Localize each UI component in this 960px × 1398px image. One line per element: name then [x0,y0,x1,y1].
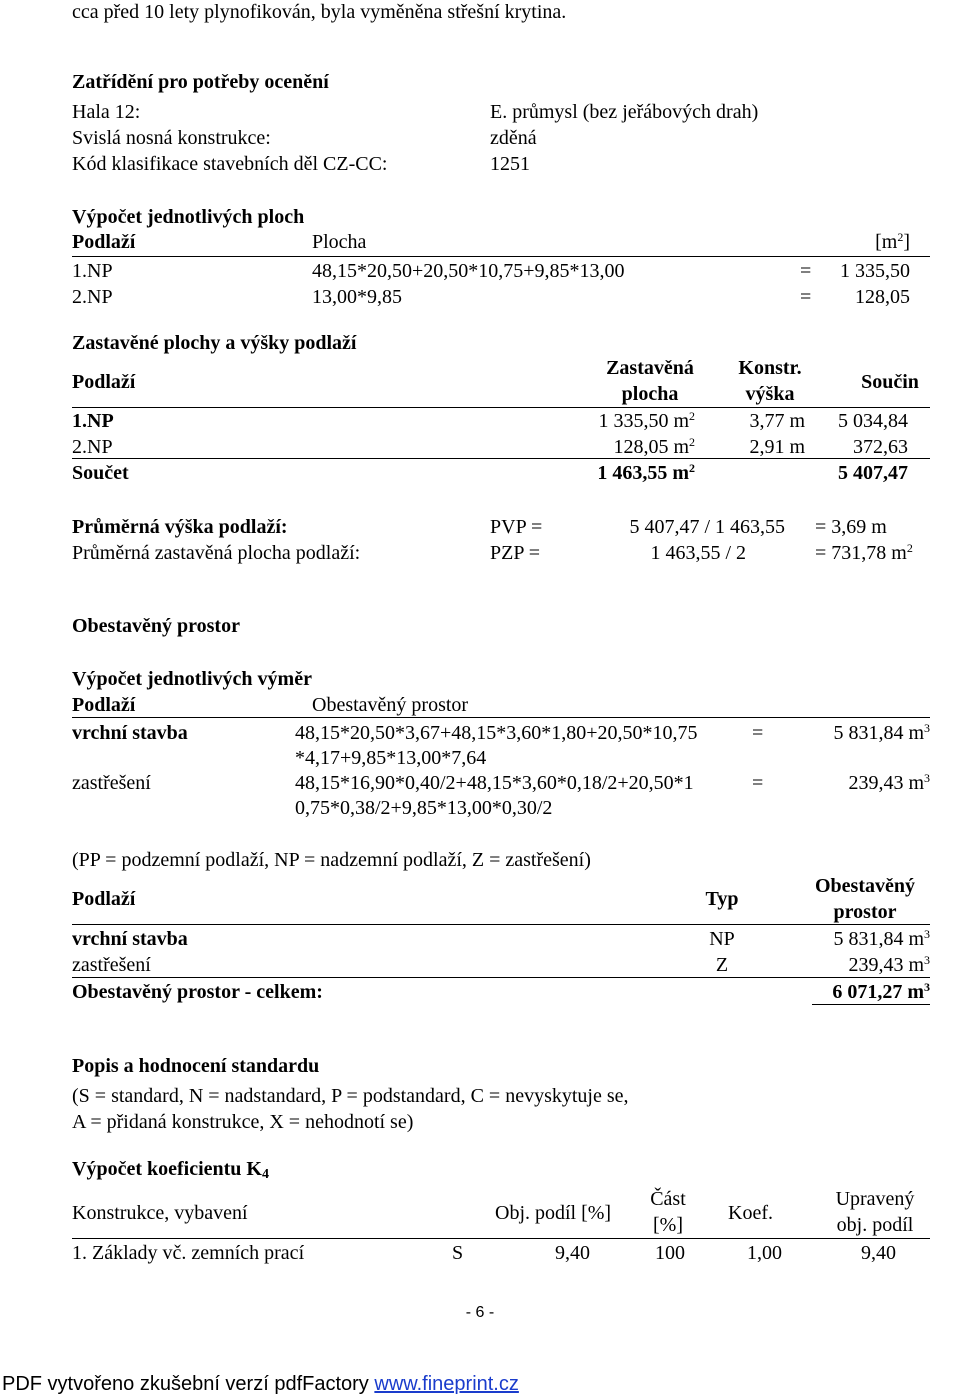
k4-col-construction: Konstrukce, vybavení [72,1202,248,1224]
k4-col-part: [%] [653,1214,683,1236]
built-total-product: 5 407,47 [838,462,908,484]
summary-type: NP [709,928,735,950]
areas-formula: 13,00*9,85 [312,286,402,308]
areas-divider [72,256,930,257]
k4-row-coef: 1,00 [747,1242,782,1264]
k4-heading: Výpočet koeficientu K4 [72,1158,269,1182]
areas-unit: $[m^2]$ [875,230,910,253]
k4-divider [72,1238,930,1239]
pzp-abbr: PZP = [490,542,540,564]
areas-formula: 48,15*20,50+20,50*10,75+9,85*13,00 [312,260,625,282]
areas-floor: 1.NP [72,260,113,282]
summary-floor: zastřešení [72,954,151,976]
built-floor: 2.NP [72,436,113,458]
built-col-height: Konstr. [738,357,802,379]
k4-col-coef: Koef. [728,1202,773,1224]
volume-heading: Obestavěný prostor [72,615,240,637]
pvp-abbr: PVP = [490,516,543,538]
built-area: 1 335,50 $m^2$ [598,409,695,432]
volume-formula: *4,17+9,85*13,00*7,64 [295,747,487,769]
k4-col-share: Obj. podíl [%] [495,1202,612,1224]
volume-value: 239,43 $m^3$ [848,771,930,794]
summary-value: 5 831,84 $m^3$ [833,927,930,950]
summary-col-volume: prostor [833,901,897,923]
built-total-divider [72,458,930,459]
summary-floor: vrchní stavba [72,928,188,950]
areas-eq: = [800,260,812,282]
pzp-result: = 731,78 $m^2$ [815,541,913,564]
pzp-calc: 1 463,55 / 2 [650,542,746,564]
areas-heading: Výpočet jednotlivých ploch [72,206,305,228]
standard-text: (S = standard, N = nadstandard, P = podstandard, C = nevyskytuje se, [72,1085,629,1107]
volume-divider [72,717,930,718]
built-col-floor: Podlaží [72,371,136,393]
volume-subheading: Výpočet jednotlivých výměr [72,668,312,690]
standard-text: A = přidaná konstrukce, X = nehodnotí se) [72,1111,414,1133]
volume-eq: = [752,722,764,744]
summary-type: Z [715,954,729,976]
footer [2,1372,519,1396]
classification-label: Kód klasifikace stavebních děl CZ-CC: [72,153,388,175]
volume-col-floor: Podlaží [72,694,136,716]
pvp-label: Průměrná výška podlaží: [72,516,288,538]
summary-divider [72,924,930,925]
built-divider [72,407,930,408]
areas-floor: 2.NP [72,286,113,308]
summary-col-type: Typ [705,888,739,910]
summary-total-label: Obestavěný prostor - celkem: [72,981,323,1003]
standard-heading: Popis a hodnocení standardu [72,1055,320,1077]
summary-col-volume: Obestavěný [815,875,915,897]
pvp-calc: 5 407,47 / 1 463,55 [629,516,785,538]
classification-label: Hala 12: [72,101,141,123]
footer-text: PDF vytvořeno zkušební verzí pdfFactory [2,1373,375,1395]
classification-value: 1251 [490,153,530,175]
built-col-area: plocha [621,383,679,405]
k4-col-adjusted: Upravený [835,1188,915,1210]
k4-row-name: 1. Základy vč. zemních prací [72,1242,305,1264]
volume-formula: 0,75*0,38/2+9,85*13,00*0,30/2 [295,797,553,819]
areas-value: 128,05 [855,286,910,308]
footer-link[interactable]: www.fineprint.cz [374,1373,519,1395]
page-number: - 6 - [465,1304,495,1321]
volume-value: 5 831,84 $m^3$ [833,721,930,744]
built-area: 128,05 $m^2$ [613,435,695,458]
built-floor: 1.NP [72,410,114,432]
areas-col-area: Plocha [312,231,367,253]
k4-row-adjusted: 9,40 [861,1242,896,1264]
built-height: 3,77 m [749,410,805,432]
pvp-result: = 3,69 m [815,516,887,538]
k4-row-share: 9,40 [555,1242,590,1264]
summary-value: 239,43 $m^3$ [848,953,930,976]
volume-formula: 48,15*16,90*0,40/2+48,15*3,60*0,18/2+20,50*1 [295,772,694,794]
built-height: 2,91 m [749,436,805,458]
k4-row-code: S [452,1242,464,1264]
volume-eq: = [752,772,764,794]
summary-note: (PP = podzemní podlaží, NP = nadzemní podlaží, Z = zastřešení) [72,849,591,871]
built-col-height: výška [745,383,795,405]
summary-col-floor: Podlaží [72,888,136,910]
volume-floor: zastřešení [72,772,151,794]
built-product: 372,63 [853,436,908,458]
k4-col-adjusted: obj. podíl [836,1214,914,1236]
areas-col-floor: Podlaží [72,231,136,253]
classification-value: zděná [490,127,537,149]
areas-value: 1 335,50 [840,260,910,282]
built-total-area: 1 463,55 $m^2$ [597,461,695,484]
summary-total-divider [72,977,930,978]
classification-label: Svislá nosná konstrukce: [72,127,271,149]
k4-row-part: 100 [655,1242,685,1264]
built-heading: Zastavěné plochy a výšky podlaží [72,332,357,354]
pzp-label: Průměrná zastavěná plocha podlaží: [72,542,361,564]
built-col-area: Zastavěná [606,357,694,379]
built-product: 5 034,84 [838,410,908,432]
intro-line: cca před 10 lety plynofikován, byla vyměněna střešní krytina. [72,1,567,23]
built-total-label: Součet [72,462,129,484]
volume-col-volume: Obestavěný prostor [312,694,469,716]
classification-value: E. průmysl (bez jeřábových drah) [490,101,759,123]
volume-floor: vrchní stavba [72,722,188,744]
built-col-product: Součin [861,371,919,393]
volume-formula: 48,15*20,50*3,67+48,15*3,60*1,80+20,50*10,75 [295,722,698,744]
areas-eq: = [800,286,812,308]
classification-heading: Zatřídění pro potřeby ocenění [72,71,329,93]
k4-col-part: Část [650,1188,686,1210]
summary-total-value: 6 071,27 $m^3$ [832,980,930,1003]
summary-total-underline [812,1004,930,1005]
